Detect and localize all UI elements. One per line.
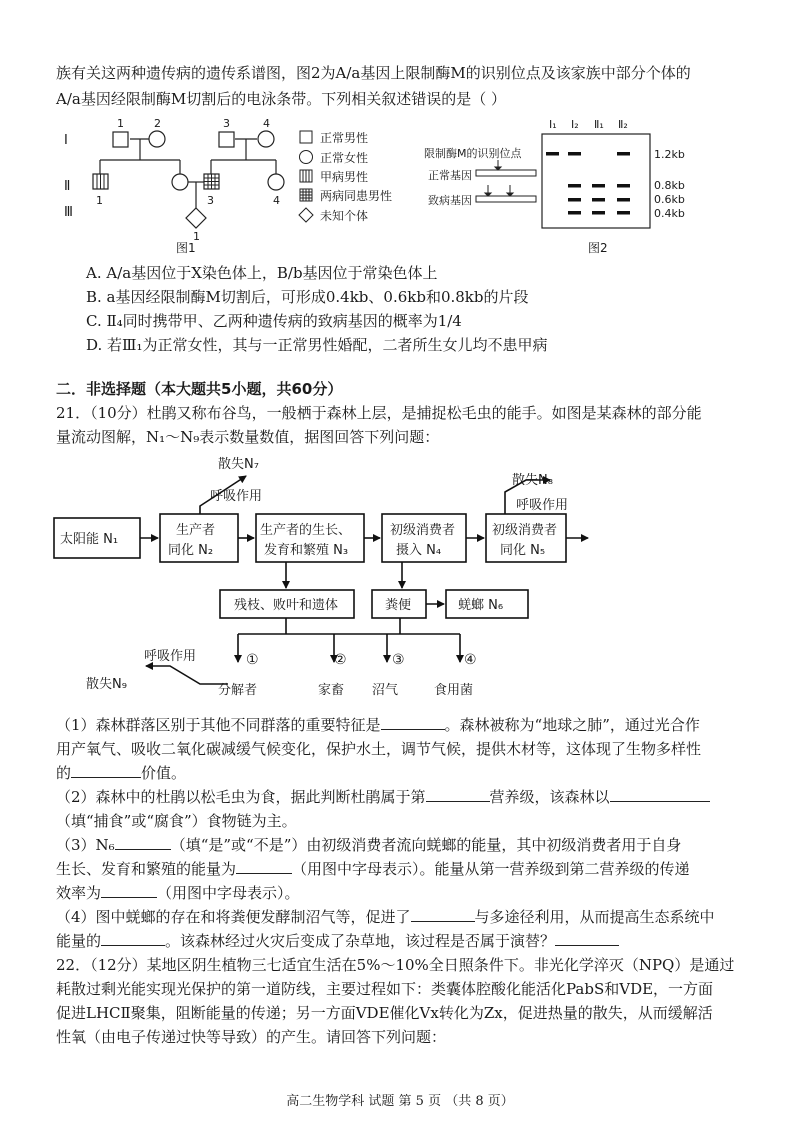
- legend-normal-female-symbol: [300, 151, 313, 164]
- restriction-site-label: 限制酶M的识别位点: [424, 147, 522, 160]
- q21-1-text-a: （1）森林群落区别于其他不同群落的重要特征是: [56, 716, 381, 734]
- restriction-arrows: [485, 160, 513, 196]
- legend-normal-female: 正常女性: [320, 151, 369, 165]
- legend-both-disease-male: 两病同患男性: [320, 189, 393, 203]
- intro-line-2: A/a基因经限制酶M切割后的电泳条带。下列相关叙述错误的是（ ）: [56, 90, 506, 108]
- consumer-intake-text-2: 摄入 N₄: [396, 543, 442, 558]
- band-i1-1.2kb: [546, 152, 559, 156]
- q21-3-text-e: 效率为: [56, 884, 102, 902]
- q22-line-2: 耗散过剩光能实现光保护的第一道防线，主要过程如下：类囊体腔酸化能活化PabS和VDE，一方面: [56, 980, 714, 998]
- q22-line-3: 促进LHCⅡ聚集，阻断能量的传递；另一方面VDE催化Vx转化为Zx，促进热量的散失，从而缓解活: [56, 1004, 713, 1022]
- q21-1-line-1: [56, 714, 756, 736]
- band-ii2-0.4kb: [617, 211, 630, 215]
- solar-energy-text: 太阳能 N₁: [60, 532, 119, 547]
- figure2-caption: 图2: [588, 241, 608, 255]
- band-ii2-0.8kb: [617, 184, 630, 188]
- num-ii3: 3: [207, 194, 214, 207]
- q21-4-text-c: 能量的: [56, 932, 102, 950]
- q22-line-1: 22．（12分）某地区阴生植物三七适宜生活在5%～10%全日照条件下。非光化学淬灭（NPQ）是通过: [56, 956, 735, 974]
- feces-text: 粪便: [385, 598, 412, 613]
- dest-biogas: 沼气: [372, 683, 399, 698]
- band-i2-1.2kb: [568, 152, 581, 156]
- q21-1-line-2: 用产氧气、吸收二氧化碳减缓气候变化，保护水土，调节气候，提供木材等，这体现了生物多样性: [56, 740, 702, 758]
- lane-label-ii1: Ⅱ₁: [594, 118, 604, 131]
- lane-label-ii2: Ⅱ₂: [618, 118, 628, 131]
- normal-gene-label: 正常基因: [428, 169, 472, 182]
- lane-label-i1: Ⅰ₁: [549, 118, 557, 131]
- loss-n7-label: 散失N₇: [218, 457, 259, 472]
- band-ii2-1.2kb: [617, 152, 630, 156]
- consumer-assim-text-1: 初级消费者: [492, 523, 558, 538]
- disease-gene-bar: [476, 196, 536, 202]
- q22-line-4: 性氧（由电子传递过快等导致）的产生。请回答下列问题：: [56, 1028, 447, 1046]
- q21-4-line-1: [56, 906, 756, 928]
- legend-normal-male: 正常男性: [320, 131, 369, 145]
- producer-growth-text-2: 发育和繁殖 N₃: [264, 543, 349, 558]
- answer-blank[interactable]: [555, 931, 619, 946]
- band-i2-0.8kb: [592, 184, 605, 188]
- size-label-1.2kb: 1.2kb: [654, 148, 685, 161]
- legend-unknown-symbol: [299, 208, 313, 222]
- q21-stem-line-1: 21．（10分）杜鹃又称布谷鸟，一般栖于森林上层，是捕捉松毛虫的能手。如图是某森林的部分能: [56, 404, 702, 422]
- dung-beetle-text: 蜣螂 N₆: [458, 598, 504, 613]
- producer-growth-text-1: 生产者的生长、: [260, 523, 352, 538]
- producer-assim-text-2: 同化 N₂: [168, 543, 214, 558]
- pedigree-figure: [56, 112, 416, 258]
- q21-2-line-1: [56, 786, 756, 808]
- lane-label-i2: Ⅰ₂: [571, 118, 579, 131]
- loss-n9-label: 散失N₉: [86, 677, 127, 692]
- size-label-0.8kb: 0.8kb: [654, 179, 685, 192]
- respiration-label-2: 呼吸作用: [516, 498, 569, 513]
- disease-gene-label: 致病基因: [428, 194, 472, 207]
- num-iii1: 1: [193, 230, 200, 243]
- q21-3-text-f: （用图中字母表示）。: [157, 884, 300, 902]
- pedigree-i3-normal-male: [219, 132, 234, 147]
- q21-3-line-2: [56, 858, 756, 880]
- answer-blank[interactable]: [101, 931, 165, 946]
- section-heading: 二．非选择题（本大题共5小题，共60分）: [56, 380, 343, 398]
- q21-3-line-3: [56, 882, 756, 904]
- answer-blank[interactable]: [115, 835, 171, 850]
- dest-livestock: 家畜: [318, 683, 345, 698]
- q21-3-text-a: （3）N₆: [56, 836, 115, 854]
- q21-1-text-d: 的: [56, 764, 72, 782]
- energy-flow-diagram: [50, 452, 750, 702]
- num-ii4: 4: [273, 194, 280, 207]
- option-a: A. A/a基因位于X染色体上，B/b基因位于常染色体上: [86, 264, 438, 282]
- num-i4: 4: [263, 117, 270, 130]
- pedigree-ii2-normal-female: [172, 174, 188, 190]
- path-3: ③: [392, 652, 405, 668]
- answer-blank[interactable]: [236, 859, 292, 874]
- path-2: ②: [334, 652, 347, 668]
- q21-3-text-b: （填“是”或“不是”）由初级消费者流向蜣螂的能量，其中初级消费者用于自身: [170, 836, 682, 854]
- num-i1: 1: [117, 117, 124, 130]
- dest-edible-fungi: 食用菌: [434, 683, 474, 698]
- band-i2-0.6kb: [568, 198, 581, 202]
- num-ii1: 1: [96, 194, 103, 207]
- q21-4-text-b: 与多途径利用，从而提高生态系统中: [474, 908, 715, 926]
- band-ii1-0.6kb: [592, 198, 605, 202]
- legend-unknown: 未知个体: [320, 209, 369, 223]
- band-ii2-0.6kb: [617, 198, 630, 202]
- q21-3-text-c: 生长、发育和繁殖的能量为: [56, 860, 237, 878]
- q21-4-text-a: （4）图中蜣螂的存在和将粪便发酵制沼气等，促进了: [56, 908, 411, 926]
- q21-1-line-3: [56, 762, 756, 784]
- answer-blank[interactable]: [411, 907, 475, 922]
- gen-label-iii: Ⅲ: [64, 205, 73, 220]
- band-ii1-0.4kb: [568, 211, 581, 215]
- loss-n8-label: 散失N₈: [512, 473, 553, 488]
- pedigree-i4-normal-female: [258, 131, 274, 147]
- q21-2-text-b: 营养级，该森林以: [489, 788, 610, 806]
- q21-2-text-a: （2）森林中的杜鹃以松毛虫为食，据此判断杜鹃属于第: [56, 788, 426, 806]
- band-ii1-0.8kb: [568, 184, 581, 188]
- pedigree-i1-normal-male: [113, 132, 128, 147]
- option-b: B. a基因经限制酶M切割后，可形成0.4kb、0.6kb和0.8kb的片段: [86, 288, 529, 306]
- normal-gene-bar: [476, 170, 536, 176]
- option-d: D. 若Ⅲ₁为正常女性，其与一正常男性婚配，二者所生女儿均不患甲病: [86, 336, 548, 354]
- pedigree-ii4-normal-female: [268, 174, 284, 190]
- pedigree-i2-normal-female: [149, 131, 165, 147]
- q21-1-text-b: 。森林被称为“地球之肺”，通过光合作: [444, 716, 700, 734]
- band-i2-0.4kb: [592, 211, 605, 215]
- dest-decomposer: 分解者: [218, 683, 258, 698]
- answer-blank[interactable]: [71, 763, 141, 778]
- consumer-intake-text-1: 初级消费者: [390, 523, 456, 538]
- figure1-caption: 图1: [176, 241, 196, 255]
- legend-both-disease-male-symbol: [300, 189, 312, 201]
- answer-blank[interactable]: [610, 787, 710, 802]
- electrophoresis-figure: [418, 112, 708, 258]
- answer-blank[interactable]: [101, 883, 157, 898]
- q21-1-text-e: 价值。: [141, 764, 187, 782]
- pedigree-iii1-unknown: [186, 208, 206, 228]
- answer-blank[interactable]: [426, 787, 490, 802]
- intro-line-1: 族有关这两种遗传病的遗传系谱图，图2为A/a基因上限制酶M的识别位点及该家族中部分个体的: [56, 64, 691, 82]
- pedigree-ii3-both-disease-male: [204, 174, 219, 189]
- path-4: ④: [464, 652, 477, 668]
- option-c: C. Ⅱ₄同时携带甲、乙两种遗传病的致病基因的概率为1/4: [86, 312, 462, 330]
- q21-4-text-d: 。该森林经过火灾后变成了杂草地，该过程是否属于演替？: [165, 932, 556, 950]
- q21-3-text-d: （用图中字母表示）。能量从第一营养级到第二营养级的传递: [292, 860, 690, 878]
- num-i3: 3: [223, 117, 230, 130]
- num-i2: 2: [154, 117, 161, 130]
- legend-disease-a-male: 甲病男性: [320, 170, 369, 184]
- litter-text: 残枝、败叶和遗体: [234, 598, 339, 613]
- gen-label-i: Ⅰ: [64, 133, 68, 148]
- consumer-assim-text-2: 同化 N₅: [500, 543, 546, 558]
- gen-label-ii: Ⅱ: [64, 179, 71, 194]
- path-1: ①: [246, 652, 259, 668]
- respiration-label-3: 呼吸作用: [144, 649, 197, 664]
- q21-4-line-2: [56, 930, 756, 952]
- legend-disease-a-male-symbol: [300, 170, 312, 182]
- producer-assim-text-1: 生产者: [176, 523, 216, 538]
- q21-3-line-1: [56, 834, 756, 856]
- size-label-0.6kb: 0.6kb: [654, 193, 685, 206]
- respiration-label-1: 呼吸作用: [210, 489, 263, 504]
- pedigree-ii1-disease-a-male: [93, 174, 108, 189]
- q21-stem-line-2: 量流动图解，N₁～N₉表示数量数值，据图回答下列问题：: [56, 428, 440, 446]
- answer-blank[interactable]: [381, 715, 445, 730]
- legend-normal-male-symbol: [300, 131, 312, 143]
- q21-2-line-2: （填“捕食”或“腐食”）食物链为主。: [56, 812, 297, 830]
- size-label-0.4kb: 0.4kb: [654, 207, 685, 220]
- page-footer: 高二生物学科 试题 第 5 页 （共 8 页）: [286, 1094, 514, 1109]
